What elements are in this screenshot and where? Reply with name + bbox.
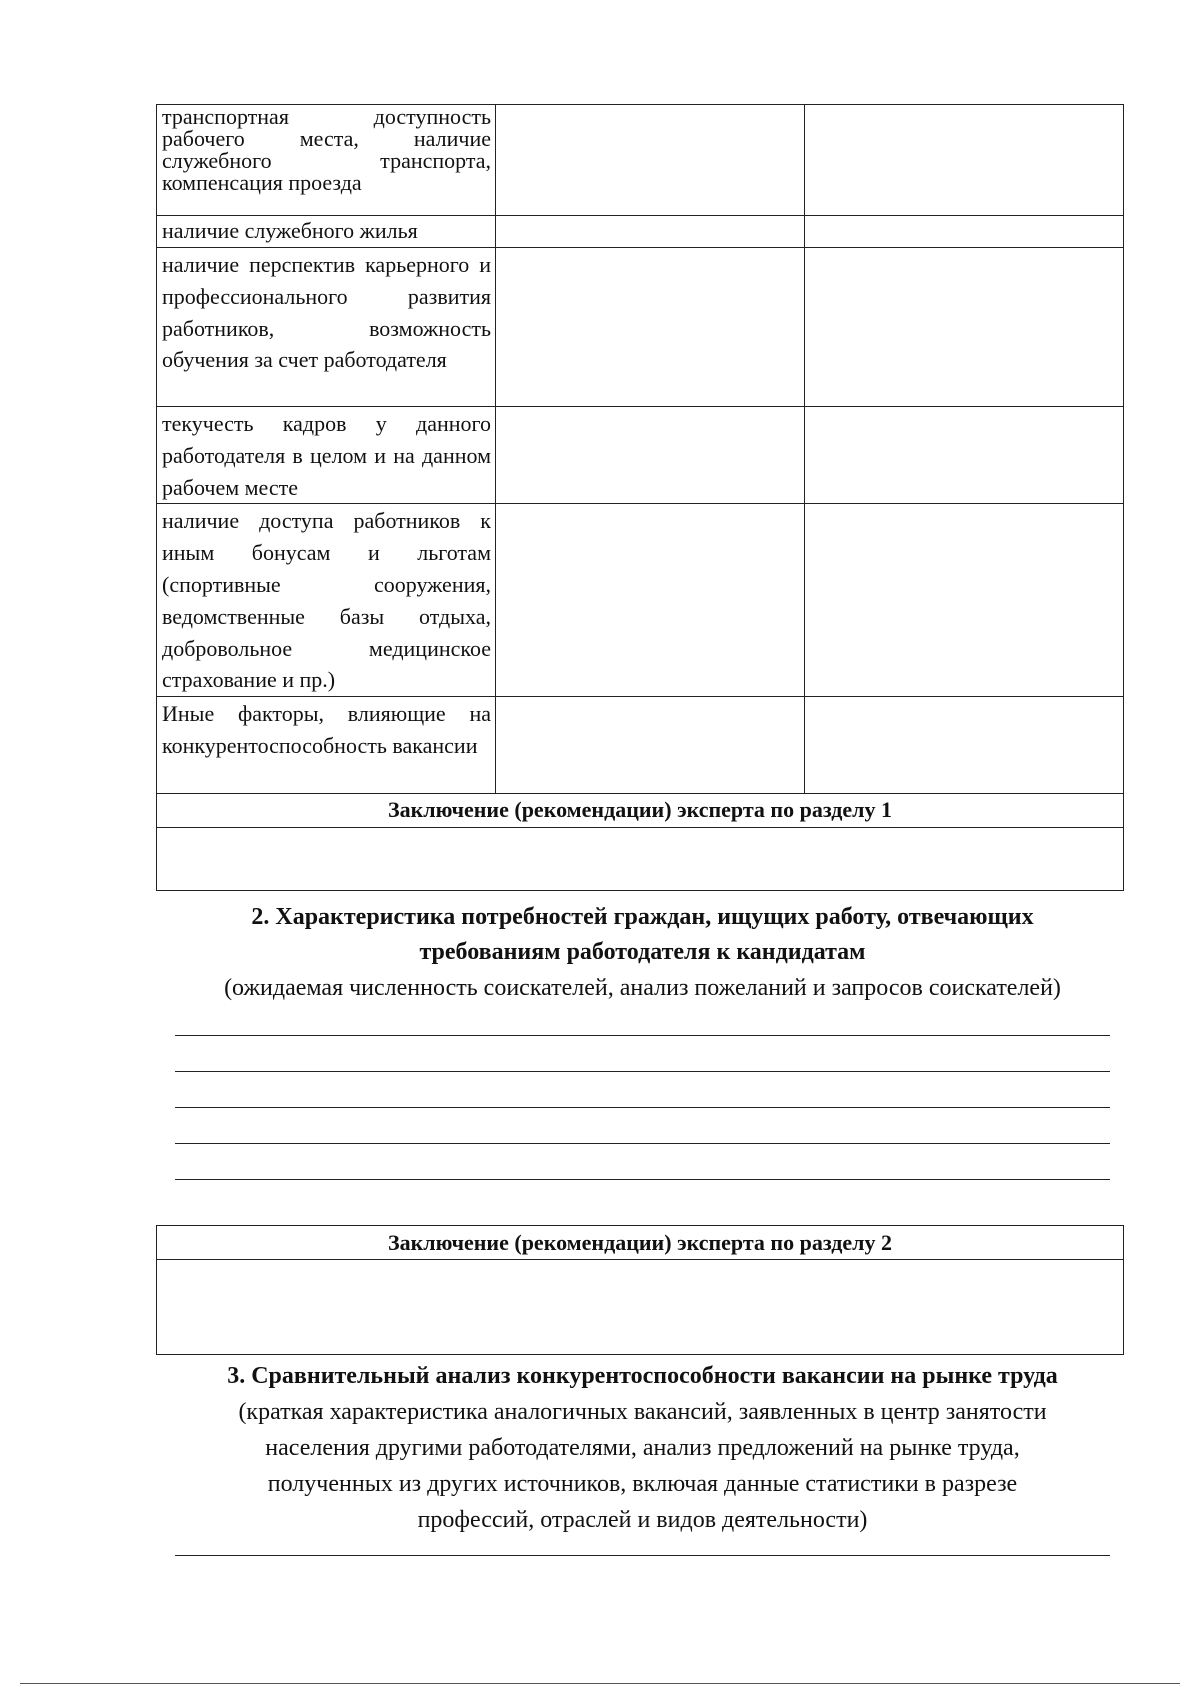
conclusion-table-2 — [156, 1225, 1124, 1355]
factor-label: наличие служебного жилья — [162, 218, 418, 243]
conclusion-body-row — [157, 1260, 1124, 1355]
factor-label-cell — [157, 216, 496, 248]
value-cell[interactable] — [496, 407, 805, 504]
comment-cell[interactable] — [805, 504, 1124, 697]
section-2-title-line-2: требованиям работодателя к кандидатам — [419, 939, 866, 965]
table-row — [157, 248, 1124, 407]
conclusion-title-1: Заключение (рекомендации) эксперта по разделу 1 — [157, 794, 1124, 828]
answer-line[interactable] — [175, 1179, 1110, 1180]
conclusion-title-2: Заключение (рекомендации) эксперта по разделу 2 — [157, 1226, 1124, 1260]
table-row — [157, 697, 1124, 794]
section-2-subtitle: (ожидаемая численность соискателей, анализ пожеланий и запросов соискателей) — [224, 975, 1061, 1001]
value-cell[interactable] — [496, 105, 805, 216]
factor-label-cell — [157, 407, 496, 504]
comment-cell[interactable] — [805, 407, 1124, 504]
answer-line[interactable] — [175, 1143, 1110, 1144]
comment-cell[interactable] — [805, 248, 1124, 407]
value-cell[interactable] — [496, 504, 805, 697]
comment-cell[interactable] — [805, 105, 1124, 216]
factors-table — [156, 104, 1124, 891]
table-row — [157, 504, 1124, 697]
table-row — [157, 407, 1124, 504]
value-cell[interactable] — [496, 697, 805, 794]
section-3-title: 3. Сравнительный анализ конкурентоспособности вакансии на рынке труда — [227, 1363, 1058, 1389]
conclusion-header-row — [157, 1226, 1124, 1260]
table-row — [157, 105, 1124, 216]
comment-cell[interactable] — [805, 697, 1124, 794]
section-3-subtitle-line-1: (краткая характеристика аналогичных вакансий, заявленных в центр занятости — [238, 1399, 1047, 1425]
answer-line[interactable] — [175, 1071, 1110, 1072]
factor-label-cell — [157, 248, 496, 407]
value-cell[interactable] — [496, 248, 805, 407]
conclusion-header-row — [157, 794, 1124, 828]
conclusion-field-2[interactable] — [157, 1260, 1124, 1355]
section-2-title-line-1: 2. Характеристика потребностей граждан, ищущих работу, отвечающих — [251, 904, 1034, 930]
factor-label: наличие доступа работников к иным бонусам и льготам (спортивные сооружения, ведомственные базы отдыха, добровольное медицинское страхование и пр.) — [162, 508, 491, 693]
table-row — [157, 216, 1124, 248]
factor-label: наличие перспектив карьерного и профессионального развития работников, возможность обучения за счет работодателя — [162, 252, 491, 373]
comment-cell[interactable] — [805, 216, 1124, 248]
section-3-subtitle-line-2: населения другими работодателями, анализ предложений на рынке труда, — [265, 1435, 1020, 1461]
factor-label-cell — [157, 697, 496, 794]
section-3-subtitle-line-3: полученных из других источников, включая данные статистики в разрезе — [267, 1471, 1018, 1497]
section-3-subtitle-line-4: профессий, отраслей и видов деятельности) — [417, 1507, 868, 1533]
factor-label-cell — [157, 105, 496, 216]
scan-edge-line — [20, 1683, 1180, 1684]
factor-label: Иные факторы, влияющие на конкурентоспособность вакансии — [162, 701, 491, 758]
conclusion-field-1[interactable] — [157, 828, 1124, 891]
value-cell[interactable] — [496, 216, 805, 248]
answer-line[interactable] — [175, 1035, 1110, 1036]
answer-line[interactable] — [175, 1107, 1110, 1108]
factor-label-cell — [157, 504, 496, 697]
answer-line[interactable] — [175, 1555, 1110, 1556]
conclusion-body-row — [157, 828, 1124, 891]
factor-label: текучесть кадров у данного работодателя в целом и на данном рабочем месте — [162, 411, 491, 500]
factor-label: транспортная доступность рабочего места, наличие служебного транспорта, компенсация проезда — [162, 104, 491, 195]
